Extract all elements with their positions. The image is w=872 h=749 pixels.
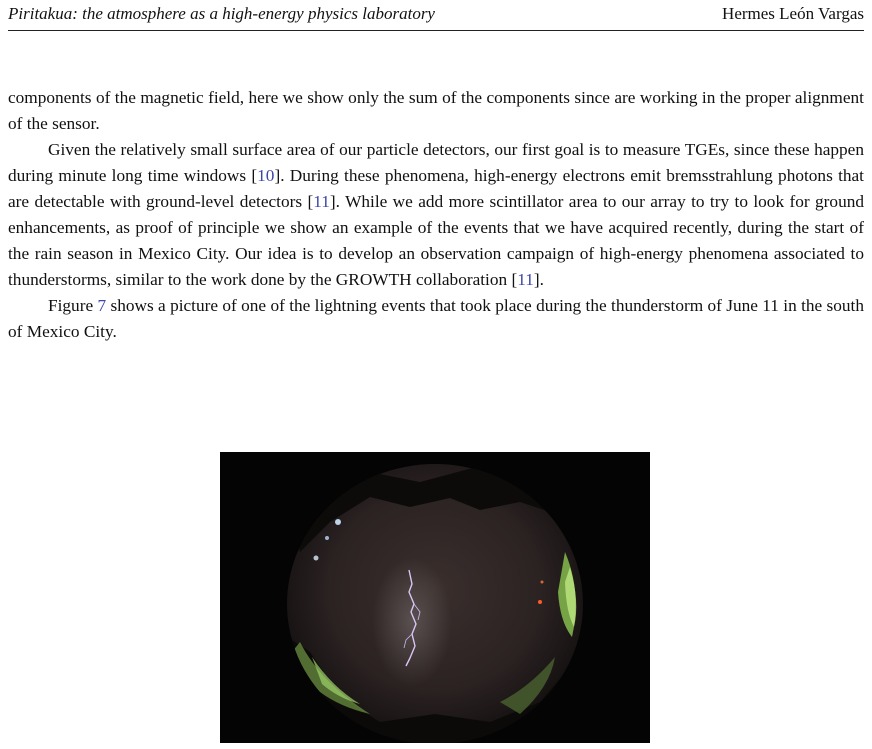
paragraph-1-text: components of the magnetic field, here we show only the sum of the components since are working in the proper alignment of the sensor. <box>8 88 864 133</box>
paragraph-1 <box>8 85 864 137</box>
paragraph-2-text-a: Given the relatively small surface area of our particle detectors, our first goal is to measure TGEs, since these happen during minute long time windows [ <box>8 140 864 185</box>
paragraph-2 <box>8 137 864 293</box>
red-light-spot <box>538 600 542 604</box>
citation-link-11-second[interactable]: 11 <box>517 270 534 289</box>
header-author: Hermes León Vargas <box>722 4 864 23</box>
citation-link-11[interactable]: 11 <box>313 192 330 211</box>
lightning-photo-image <box>220 452 650 743</box>
paragraph-3 <box>8 293 864 345</box>
figure-link-7[interactable]: 7 <box>97 296 107 315</box>
paragraph-2-text-b: ]. During these phenomena, high-energy electrons emit bremsstrahlung photons that are detectable with ground-level detectors [ <box>8 166 864 211</box>
paragraph-2-text-c: ]. While we add more scintillator area to our array to try to look for ground enhancements, as proof of principle we show an example of the events that we have acquired recently, during the start of the rain season in Mexico City. Our idea is to develop an observation campaign of high-energy phenomena associated to thunderstorms, similar to the work done by the GROWTH collaboration [ <box>8 192 864 289</box>
figure-all-sky-photo <box>220 452 650 743</box>
citation-link-10[interactable]: 10 <box>257 166 275 185</box>
body-text <box>8 85 864 345</box>
running-header <box>8 4 864 31</box>
header-title: Piritakua: the atmosphere as a high-energy physics laboratory <box>8 4 435 23</box>
paragraph-2-text-d: ]. <box>533 270 544 289</box>
paragraph-3-text-a: Figure <box>48 296 98 315</box>
paragraph-3-text-b: shows a picture of one of the lightning events that took place during the thunderstorm of June 11 in the south of Mexico City. <box>8 296 864 341</box>
